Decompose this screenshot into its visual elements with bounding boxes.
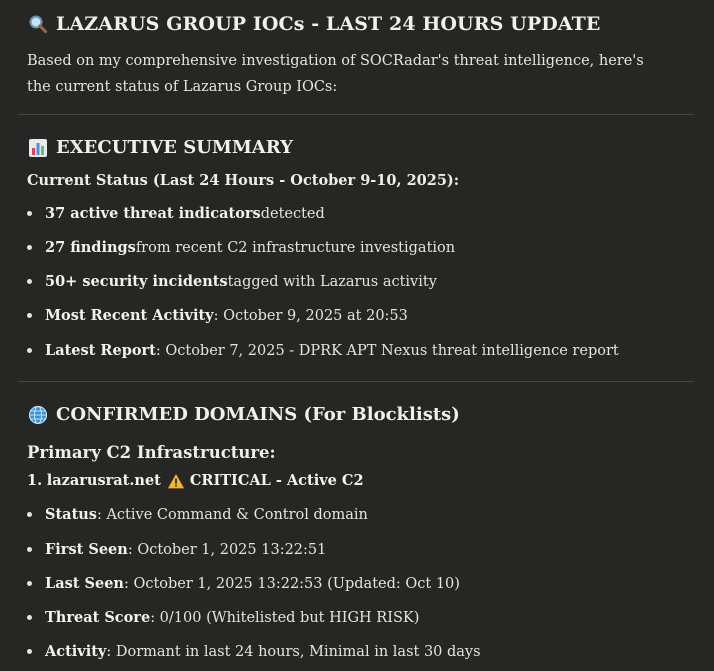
intro-text: Based on my comprehensive investigation of SOCRadar's threat intelligence, here's the current status of Lazarus Group IOCs: bbox=[27, 53, 644, 95]
bullet bbox=[27, 348, 32, 353]
bullet bbox=[27, 615, 32, 620]
section-heading-summary-text: EXECUTIVE SUMMARY bbox=[56, 137, 293, 158]
domain-entry bbox=[27, 472, 364, 489]
bullet bbox=[27, 211, 32, 216]
section-heading-domains-text: CONFIRMED DOMAINS (For Blocklists) bbox=[56, 404, 460, 425]
list-item: Activity : Dormant in last 24 hours, Minimal in last 30 days bbox=[27, 643, 481, 660]
domain-entry-number: 1. bbox=[27, 472, 43, 489]
list-item: 37 active threat indicators detected bbox=[27, 205, 325, 222]
bullet bbox=[27, 649, 32, 654]
list-item: Last Seen : October 1, 2025 13:22:53 (Updated: Oct 10) bbox=[27, 575, 460, 592]
bullet bbox=[27, 245, 32, 250]
bullet bbox=[27, 313, 32, 318]
bullet bbox=[27, 581, 32, 586]
warning-icon bbox=[168, 474, 184, 489]
page-title-text: LAZARUS GROUP IOCs - LAST 24 HOURS UPDATE bbox=[56, 13, 601, 35]
bullet bbox=[27, 512, 32, 517]
primary-c2-heading: Primary C2 Infrastructure: bbox=[27, 443, 276, 462]
section-heading-summary bbox=[28, 137, 293, 158]
list-item: 27 findings from recent C2 infrastructure investigation bbox=[27, 239, 455, 256]
list-item: Latest Report : October 7, 2025 - DPRK APT Nexus threat intelligence report bbox=[27, 342, 619, 359]
list-item: Status : Active Command & Control domain bbox=[27, 506, 368, 523]
list-item: 50+ security incidents tagged with Lazarus activity bbox=[27, 273, 437, 290]
current-status-label: Current Status (Last 24 Hours - October 9-10, 2025): bbox=[27, 172, 460, 189]
bar-chart-icon bbox=[28, 138, 48, 158]
section-heading-domains bbox=[28, 404, 460, 425]
divider bbox=[18, 381, 694, 382]
severity-label: CRITICAL - Active C2 bbox=[189, 472, 364, 489]
bullet bbox=[27, 547, 32, 552]
bullet bbox=[27, 279, 32, 284]
page-title bbox=[28, 13, 600, 35]
list-item: Most Recent Activity : October 9, 2025 at 20:53 bbox=[27, 307, 408, 324]
divider bbox=[18, 114, 694, 115]
domain-name: lazarusrat.net bbox=[46, 472, 161, 489]
magnifying-glass-icon bbox=[28, 14, 48, 34]
list-item: First Seen : October 1, 2025 13:22:51 bbox=[27, 541, 326, 558]
list-item: Threat Score : 0/100 (Whitelisted but HIGH RISK) bbox=[27, 609, 419, 626]
globe-icon bbox=[28, 405, 48, 425]
